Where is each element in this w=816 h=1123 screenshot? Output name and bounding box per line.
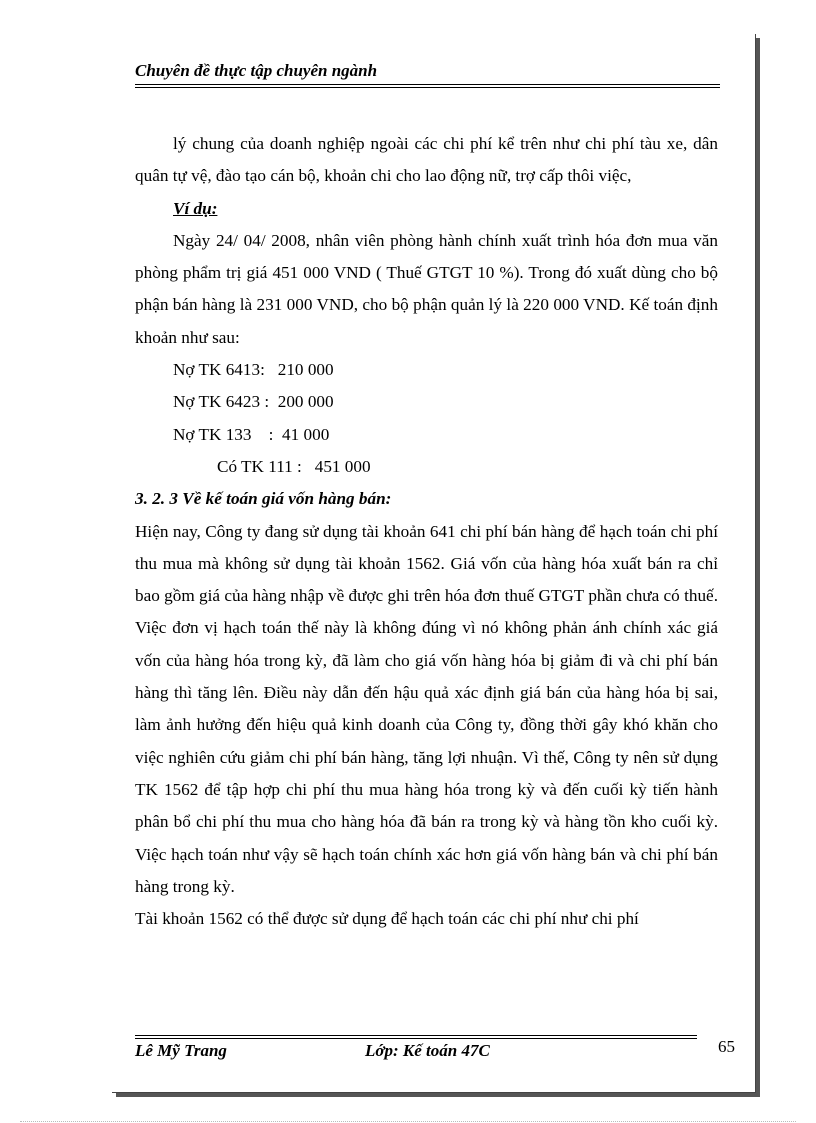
paragraph-continuation: lý chung của doanh nghiệp ngoài các chi phí kể trên như chi phí tàu xe, dân quân tự vệ, đào tạo cán bộ, khoản chi cho lao động nữ, trợ cấp thôi việc, [135, 134, 718, 186]
section-title: 3. 2. 3 Về kế toán giá vốn hàng bán: [135, 489, 392, 509]
header-rule [135, 84, 720, 88]
footer-rule [135, 1035, 697, 1039]
document-body [135, 128, 718, 935]
footer-class: Lớp: Kế toán 47C [365, 1041, 490, 1060]
paragraph-example: Ngày 24/ 04/ 2008, nhân viên phòng hành chính xuất trình hóa đơn mua văn phòng phẩm trị giá 451 000 VND ( Thuế GTGT 10 %). Trong đó xuất dùng cho bộ phận bán hàng là 231 000 VND, cho bộ phận quản lý là 220 000 VND. Kế toán định khoản như sau: [135, 230, 718, 347]
header-title: Chuyên đề thực tập chuyên ngành [135, 61, 378, 80]
footer-author: Lê Mỹ Trang [135, 1041, 227, 1060]
journal-entry-debit-6423: Nợ TK 6423 : 200 000 [173, 392, 334, 412]
page-bottom-dotted-line [20, 1121, 796, 1122]
journal-entry-debit-6413: Nợ TK 6413: 210 000 [173, 360, 334, 380]
paragraph-cost-of-goods: Hiện nay, Công ty đang sử dụng tài khoản 641 chi phí bán hàng để hạch toán chi phí thu mua mà không sử dụng tài khoản 1562. Giá vốn của hàng hóa xuất bán ra chỉ bao gồm giá của hàng nhập về được ghi trên hóa đơn thuế GTGT phần chưa có thuế. Việc đơn vị hạch toán thế này là không đúng vì nó không phản ánh chính xác giá vốn của hàng hóa trong kỳ, đã làm cho giá vốn hàng hóa bị giảm đi và chi phí bán hàng thì tăng lên. Điều này dẫn đến hậu quả xác định giá bán của hàng hóa bị sai, làm ảnh hưởng đến hiệu quả kinh doanh của Công ty, đồng thời gây khó khăn cho việc nghiên cứu giảm chi phí bán hàng, tăng lợi nhuận. Vì thế, Công ty nên sử dụng TK 1562 để tập hợp chi phí thu mua hàng hóa trong kỳ và đến cuối kỳ tiến hành phân bổ chi phí thu mua cho hàng hóa đã bán ra trong kỳ và hàng tồn kho cuối kỳ. Việc hạch toán như vậy sẽ hạch toán chính xác hơn giá vốn hàng bán và chi phí bán hàng trong kỳ. [135, 521, 718, 896]
journal-entry-debit-133: Nợ TK 133 : 41 000 [173, 424, 330, 444]
example-label: Ví dụ: [173, 198, 218, 218]
page-number: 65 [718, 1037, 735, 1056]
journal-entry-credit-111: Có TK 111 : 451 000 [217, 456, 371, 476]
paragraph-account-1562: Tài khoản 1562 có thể được sử dụng để hạch toán các chi phí như chi phí [135, 909, 639, 929]
